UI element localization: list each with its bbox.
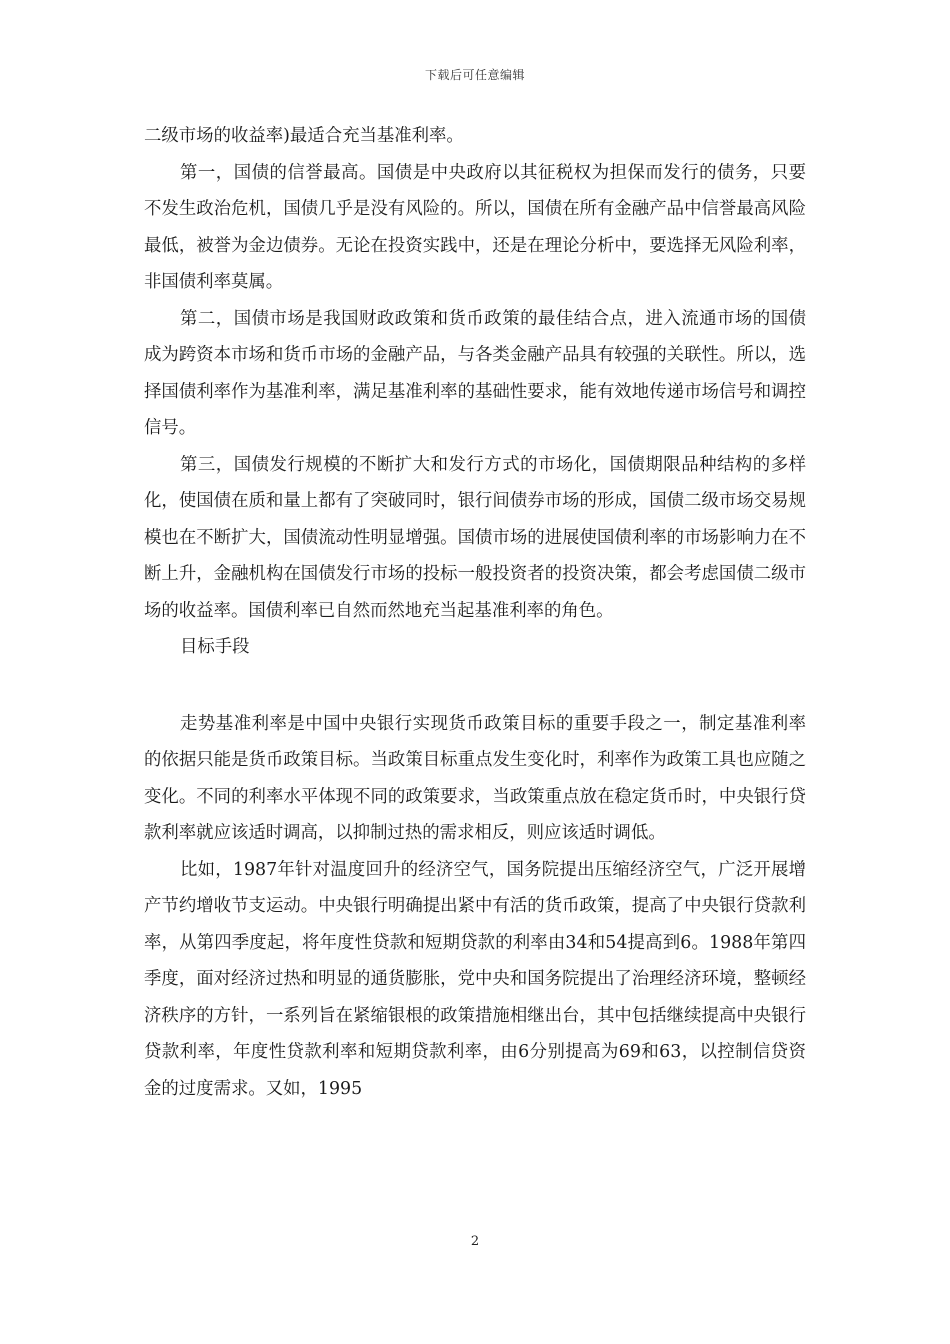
paragraph-continuation: 二级市场的收益率)最适合充当基准利率。 <box>144 126 464 146</box>
paragraph-third-point: 第三，国债发行规模的不断扩大和发行方式的市场化，国债期限品种结构的多样化，使国债在质和量上都有了突破同时，银行间债券市场的形成，国债二级市场交易规模也在不断扩大，国债流动性明显增强。国债市场的进展使国债利率的市场影响力在不断上升，金融机构在国债发行市场的投标一般投资者的投资决策，都会考虑国债二级市场的收益率。国债利率已自然而然地充当起基准利率的角色。 <box>144 454 806 621</box>
paragraph-first-point: 第一，国债的信誉最高。国债是中央政府以其征税权为担保而发行的债务，只要不发生政治危机，国债几乎是没有风险的。所以，国债在所有金融产品中信誉最高风险最低，被誉为金边债券。无论在投资实践中，还是在理论分析中，要选择无风险利率，非国债利率莫属。 <box>144 162 806 292</box>
page-number: 2 <box>470 1234 480 1249</box>
page-header: 下载后可任意编辑 <box>424 68 525 82</box>
paragraph-example: 比如，1987年针对温度回升的经济空气，国务院提出压缩经济空气，广泛开展增产节约增收节支运动。中央银行明确提出紧中有活的货币政策，提高了中央银行贷款利率，从第四季度起，将年度性贷款和短期贷款的利率由34和54提高到6。1988年第四季度，面对经济过热和明显的通货膨胀，党中央和国务院提出了治理经济环境，整顿经济秩序的方针，一系列旨在紧缩银根的政策措施相继出台，其中包括继续提高中央银行贷款利率，年度性贷款利率和短期贷款利率，由6分别提高为69和63，以控制信贷资金的过度需求。又如，1995 <box>144 859 806 1099</box>
section-spacer <box>144 666 806 706</box>
document-body <box>144 118 806 1107</box>
paragraph-policy-tool: 走势基准利率是中国中央银行实现货币政策目标的重要手段之一，制定基准利率的依据只能是货币政策目标。当政策目标重点发生变化时，利率作为政策工具也应随之变化。不同的利率水平体现不同的政策要求，当政策重点放在稳定货币时，中央银行贷款利率就应该适时调高，以抑制过热的需求相反，则应该适时调低。 <box>144 713 806 843</box>
paragraph-second-point: 第二，国债市场是我国财政政策和货币政策的最佳结合点，进入流通市场的国债成为跨资本市场和货币市场的金融产品，与各类金融产品具有较强的关联性。所以，选择国债利率作为基准利率，满足基准利率的基础性要求，能有效地传递市场信号和调控信号。 <box>144 308 806 438</box>
section-heading: 目标手段 <box>180 637 250 657</box>
